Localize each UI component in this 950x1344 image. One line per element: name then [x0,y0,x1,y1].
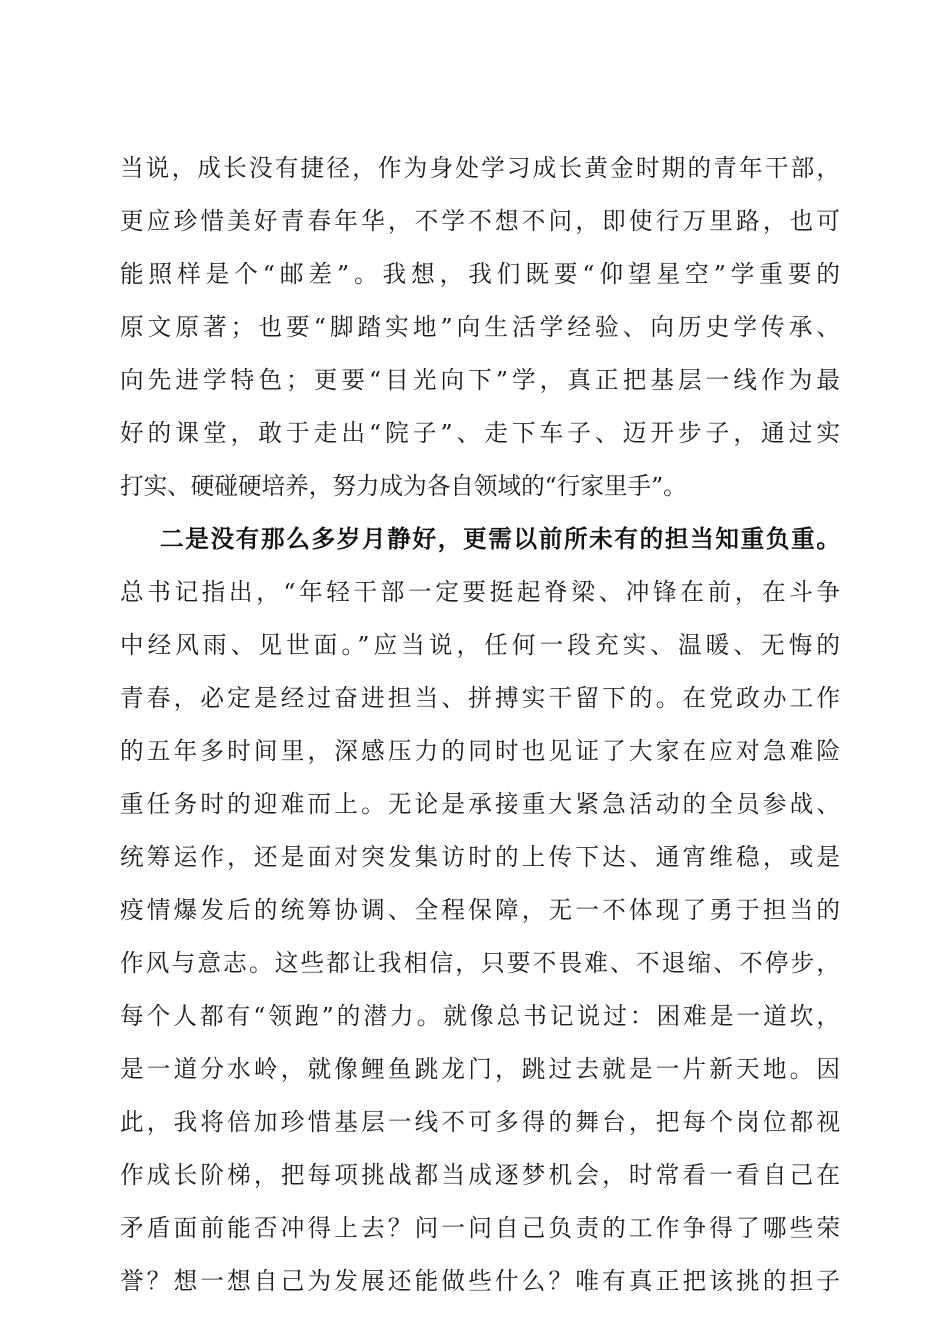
paragraph-line: 打实、硬碰硬培养，努力成为各自领域的“行家里手”。 [120,472,687,500]
paragraph-line: 疫情爆发后的统筹协调、全程保障，无一不体现了勇于担当的 [120,896,840,924]
paragraph-line: 青春，必定是经过奋进担当、拼搏实干留下的。在党政办工作 [120,684,840,712]
section-heading: 二是没有那么多岁月静好，更需以前所未有的担当知重负重。 [160,525,840,553]
paragraph-line: 中经风雨、见世面。”应当说，任何一段充实、温暖、无悔的 [120,631,840,659]
paragraph-line: 的五年多时间里，深感压力的同时也见证了大家在应对急难险 [120,737,840,765]
paragraph-line: 好的课堂，敢于走出“院子”、走下车子、迈开步子，通过实 [120,419,840,447]
paragraph-line: 总书记指出，“年轻干部一定要挺起脊梁、冲锋在前，在斗争 [120,578,840,606]
paragraph-line: 更应珍惜美好青春年华，不学不想不问，即使行万里路，也可 [120,207,840,235]
paragraph-line: 是一道分水岭，就像鲤鱼跳龙门，跳过去就是一片新天地。因 [120,1055,840,1083]
paragraph-line: 作风与意志。这些都让我相信，只要不畏难、不退缩、不停步， [120,949,840,977]
paragraph-line: 能照样是个“邮差”。我想，我们既要“仰望星空”学重要的 [120,260,840,288]
paragraph-line: 重任务时的迎难而上。无论是承接重大紧急活动的全员参战、 [120,790,840,818]
paragraph-line: 矛盾面前能否冲得上去？问一问自己负责的工作争得了哪些荣 [120,1214,840,1242]
paragraph-line: 当说，成长没有捷径，作为身处学习成长黄金时期的青年干部， [120,154,840,182]
paragraph-line: 原文原著；也要“脚踏实地”向生活学经验、向历史学传承、 [120,313,840,341]
paragraph-line: 此，我将倍加珍惜基层一线不可多得的舞台，把每个岗位都视 [120,1108,840,1136]
paragraph-line: 统筹运作，还是面对突发集访时的上传下达、通宵维稳，或是 [120,843,840,871]
paragraph-line: 作成长阶梯，把每项挑战都当成逐梦机会，时常看一看自己在 [120,1161,840,1189]
paragraph-line: 誉？想一想自己为发展还能做些什么？唯有真正把该挑的担子 [120,1267,840,1295]
paragraph-line: 向先进学特色；更要“目光向下”学，真正把基层一线作为最 [120,366,840,394]
paragraph-line: 每个人都有“领跑”的潜力。就像总书记说过：困难是一道坎， [120,1002,840,1030]
